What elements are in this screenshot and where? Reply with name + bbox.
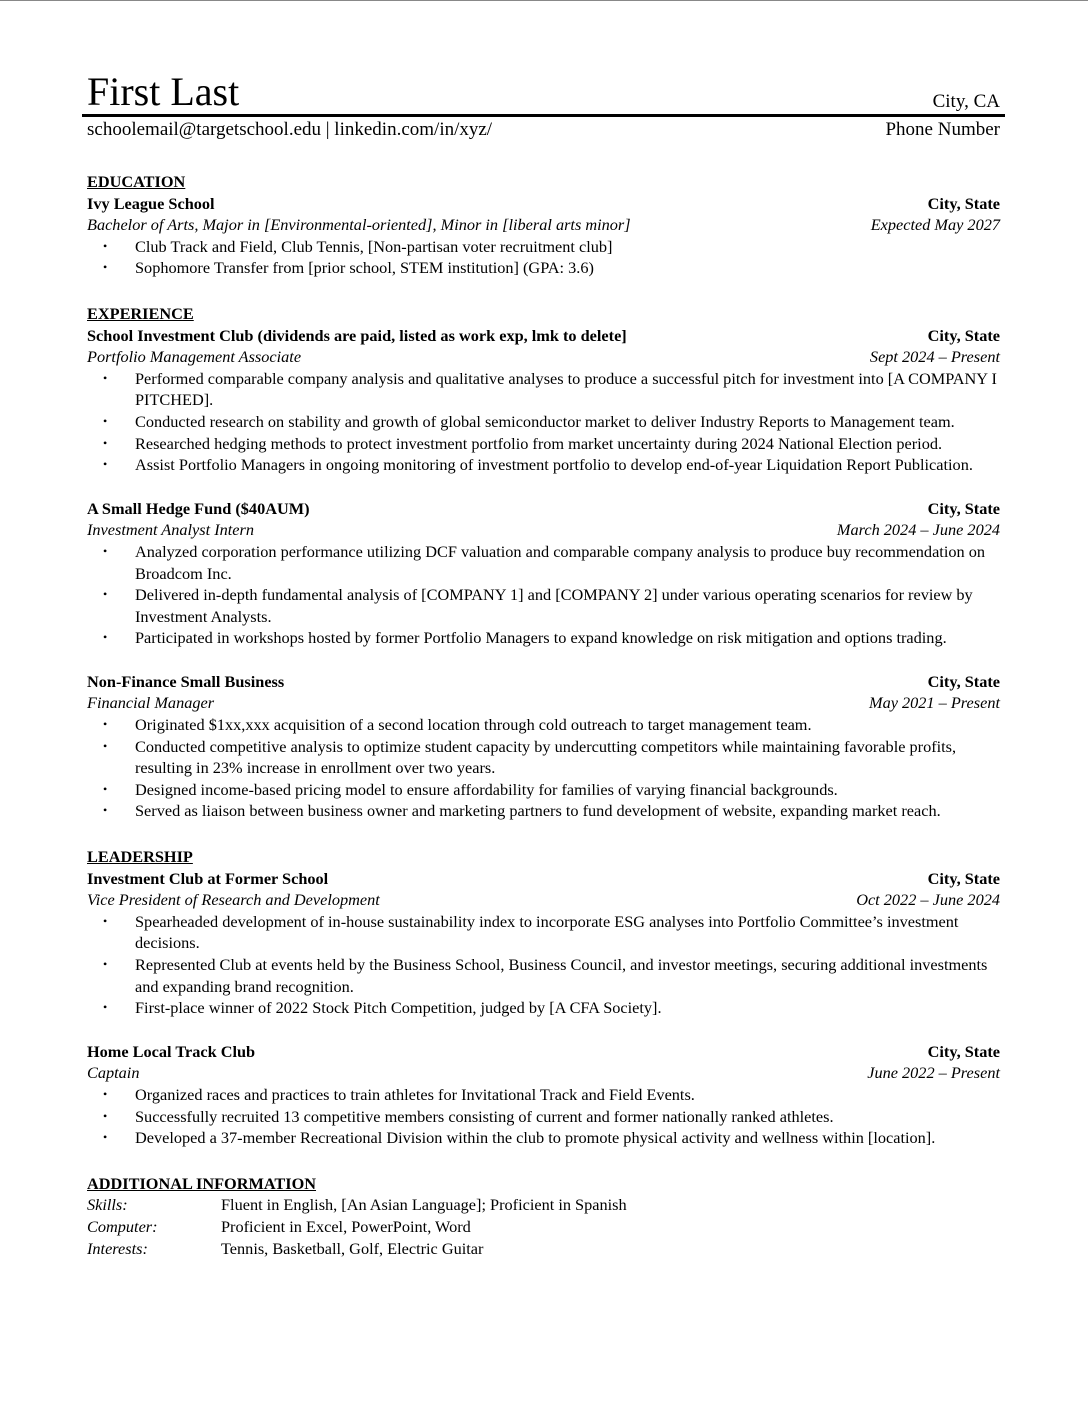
bullet-icon: • — [103, 717, 108, 732]
bullet-item: • Represented Club at events held by the Business School, Business Council, and investor meetings, securing additional investments and expanding brand recognition. — [103, 955, 988, 996]
leadership-entry — [87, 1041, 1000, 1149]
experience-entry — [87, 498, 1000, 649]
bullet-item: • Conducted research on stability and growth of global semiconductor market to deliver Industry Reports to Management team. — [103, 411, 955, 431]
bullet-icon: • — [103, 1130, 108, 1145]
entry-location: City, State — [927, 671, 1000, 691]
additional-label: Skills: — [87, 1195, 128, 1215]
experience-entry — [87, 671, 1000, 822]
section-heading: EXPERIENCE — [87, 303, 194, 323]
entry-dates: Oct 2022 – June 2024 — [856, 890, 1000, 910]
bullet-item: • Participated in workshops hosted by former Portfolio Managers to expand knowledge on risk mitigation and options trading. — [103, 628, 947, 648]
bullet-item: • Organized races and practices to train athletes for Invitational Track and Field Events. — [103, 1084, 695, 1104]
additional-row — [87, 1238, 1000, 1260]
entry-org: A Small Hedge Fund ($40AUM) — [87, 498, 310, 518]
entry-dates: March 2024 – June 2024 — [836, 520, 1000, 540]
entry-dates: Expected May 2027 — [870, 215, 1000, 235]
bullet-icon: • — [103, 260, 108, 275]
entry-org: Home Local Track Club — [87, 1041, 256, 1061]
entry-location: City, State — [927, 868, 1000, 888]
bullet-icon: • — [103, 370, 108, 385]
entry-org: Investment Club at Former School — [87, 868, 329, 888]
bullet-icon: • — [103, 957, 108, 971]
bullet-icon: • — [103, 738, 108, 753]
bullet-icon: • — [103, 913, 108, 928]
leadership-section — [87, 846, 1000, 1149]
additional-section — [87, 1173, 1000, 1259]
entry-role: Vice President of Research and Development — [87, 890, 380, 910]
candidate-location: City, CA — [932, 91, 1000, 112]
education-entry — [87, 193, 1000, 279]
bullet-item: • First-place winner of 2022 Stock Pitch Competition, judged by [A CFA Society]. — [103, 998, 662, 1018]
bullet-item: • Researched hedging methods to protect investment portfolio from market uncertainty during 2024 National Election period. — [103, 433, 943, 453]
entry-role: Financial Manager — [87, 693, 215, 713]
bullet-item: • Sophomore Transfer from [prior school, STEM institution] (GPA: 3.6) — [103, 258, 594, 278]
bullet-icon: • — [103, 587, 108, 602]
bullet-item: • Club Track and Field, Club Tennis, [Non-partisan voter recruitment club] — [103, 236, 613, 256]
bullet-item: • Spearheaded development of in-house sustainability index to incorporate ESG analyses into Portfolio Committee’s investment decisions. — [103, 911, 959, 953]
bullet-icon: • — [103, 457, 108, 472]
entry-org: Non-Finance Small Business — [87, 671, 285, 691]
additional-row — [87, 1194, 1000, 1216]
additional-label: Interests: — [87, 1238, 148, 1258]
bullet-item: • Performed comparable company analysis and qualitative analyses to produce a successful pitch for investment into [A COMPANY I PITCHED]. — [103, 368, 997, 410]
bullet-icon: • — [103, 413, 108, 428]
bullet-icon: • — [103, 1000, 108, 1015]
additional-row — [87, 1216, 1000, 1238]
section-heading: ADDITIONAL INFORMATION — [87, 1173, 317, 1193]
header-divider — [82, 114, 1005, 117]
experience-section — [87, 303, 1000, 822]
bullet-item: • Analyzed corporation performance utilizing DCF valuation and comparable company analysis to produce buy recommendation on Broadcom Inc. — [103, 541, 985, 583]
entry-role: Portfolio Management Associate — [87, 347, 302, 367]
additional-value: Proficient in Excel, PowerPoint, Word — [221, 1216, 471, 1236]
entry-org: Ivy League School — [87, 193, 215, 213]
entry-role: Investment Analyst Intern — [87, 520, 254, 540]
additional-label: Computer: — [87, 1216, 158, 1236]
bullet-icon: • — [103, 1086, 108, 1101]
additional-value: Fluent in English, [An Asian Language]; Proficient in Spanish — [221, 1195, 627, 1215]
entry-role: Captain — [87, 1063, 140, 1083]
education-section — [87, 171, 1000, 279]
entry-location: City, State — [927, 1041, 1000, 1061]
bullet-icon: • — [103, 803, 108, 818]
bullet-item: • Assist Portfolio Managers in ongoing monitoring of investment portfolio to develop end-of-year Liquidation Report Publication. — [103, 455, 973, 475]
bullet-icon: • — [103, 781, 108, 796]
additional-value: Tennis, Basketball, Golf, Electric Guitar — [221, 1238, 484, 1258]
bullet-icon: • — [103, 543, 108, 558]
bullet-item: • Originated $1xx,xxx acquisition of a second location through cold outreach to target management team. — [103, 715, 812, 735]
contact-info: schoolemail@targetschool.edu | linkedin.com/in/xyz/ — [87, 119, 493, 140]
entry-org: School Investment Club (dividends are paid, listed as work exp, lmk to delete] — [87, 325, 627, 345]
bullet-item: • Developed a 37-member Recreational Division within the club to promote physical activity and wellness within [location]. — [103, 1128, 936, 1148]
section-heading: LEADERSHIP — [87, 847, 193, 867]
bullet-item: • Conducted competitive analysis to optimize student capacity by undercutting competitors while maintaining favorable profits, resulting in 23% increase in enrollment over two years. — [103, 736, 957, 778]
entry-dates: May 2021 – Present — [869, 693, 1000, 713]
phone-number: Phone Number — [885, 119, 1000, 140]
leadership-entry — [87, 868, 1000, 1019]
resume-header — [87, 69, 1000, 115]
section-heading: EDUCATION — [87, 172, 186, 191]
experience-entry — [87, 325, 1000, 476]
entry-role: Bachelor of Arts, Major in [Environmental-oriented], Minor in [liberal arts minor] — [87, 215, 631, 235]
bullet-icon: • — [103, 1108, 108, 1123]
bullet-item: • Delivered in-depth fundamental analysis of [COMPANY 1] and [COMPANY 2] under various operating scenarios for review by Investment Analysts. — [103, 585, 973, 626]
bullet-item: • Served as liaison between business owner and marketing partners to fund development of website, expanding market reach. — [103, 801, 941, 821]
bullet-item: • Successfully recruited 13 competitive members consisting of current and former nationally ranked athletes. — [103, 1106, 834, 1126]
bullet-icon: • — [103, 630, 108, 645]
resume-content — [87, 171, 1000, 1283]
entry-dates: June 2022 – Present — [867, 1063, 1000, 1083]
entry-location: City, State — [927, 325, 1000, 345]
bullet-item: • Designed income-based pricing model to ensure affordability for families of varying financial backgrounds. — [103, 779, 838, 799]
candidate-name: First Last — [87, 69, 240, 114]
entry-location: City, State — [927, 193, 1000, 213]
entry-location: City, State — [927, 498, 1000, 518]
entry-dates: Sept 2024 – Present — [869, 347, 1000, 367]
bullet-icon: • — [103, 435, 108, 450]
bullet-icon: • — [103, 238, 108, 253]
